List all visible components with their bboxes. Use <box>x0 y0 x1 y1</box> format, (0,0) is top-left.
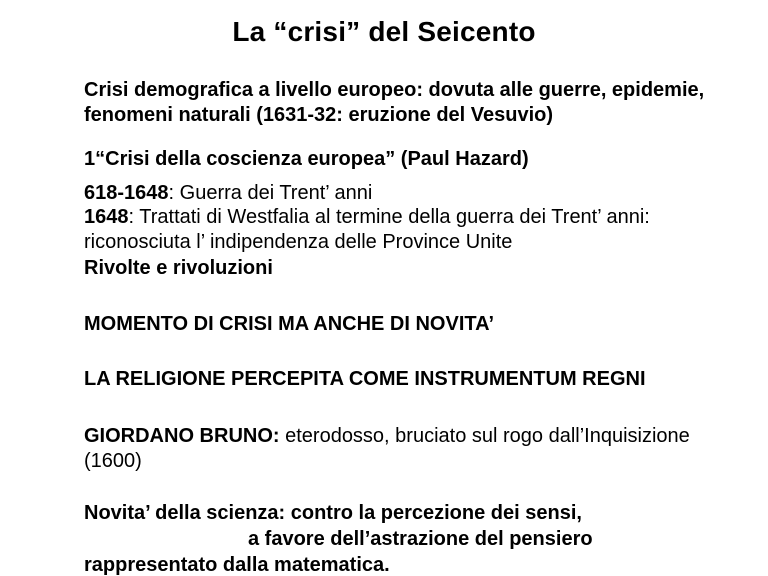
westphalia-text: : Trattati di Westfalia al termine della guerra dei Trent’ anni: riconosciuta l’ indipendenza delle Province Unite <box>84 206 650 253</box>
paragraph-conscience-crisis: 1“Crisi della coscienza europea” (Paul Hazard) <box>84 148 529 170</box>
paragraph-revolts: Rivolte e rivoluzioni <box>84 257 273 279</box>
paragraph-demographic-crisis: Crisi demografica a livello europeo: dovuta alle guerre, epidemie, fenomeni naturali (1631-32: eruzione del Vesuvio) <box>84 79 705 126</box>
paragraph-giordano-bruno <box>84 424 716 474</box>
thirty-years-war-year: 618-1648 <box>84 182 169 204</box>
science-novelty-line2: a favore dell’astrazione del pensiero <box>248 528 593 550</box>
giordano-bruno-name: GIORDANO BRUNO: <box>84 425 280 447</box>
giordano-bruno-text: eterodosso, bruciato sul rogo dall’Inquisizione (1600) <box>84 425 690 472</box>
science-novelty-line3: rappresentato dalla matematica. <box>84 554 390 576</box>
paragraph-westphalia <box>84 205 716 255</box>
westphalia-year: 1648 <box>84 206 129 228</box>
science-novelty-line1: Novita’ della scienza: contro la percezione dei sensi, <box>84 502 582 524</box>
paragraph-moment-of-crisis: MOMENTO DI CRISI MA ANCHE DI NOVITA’ <box>84 313 495 335</box>
paragraph-thirty-years-war <box>84 181 716 206</box>
paragraph-science-novelty <box>84 500 716 576</box>
thirty-years-war-text: : Guerra dei Trent’ anni <box>168 182 373 204</box>
slide-title: La “crisi” del Seicento <box>232 16 536 47</box>
paragraph-religion: LA RELIGIONE PERCEPITA COME INSTRUMENTUM REGNI <box>84 368 646 390</box>
